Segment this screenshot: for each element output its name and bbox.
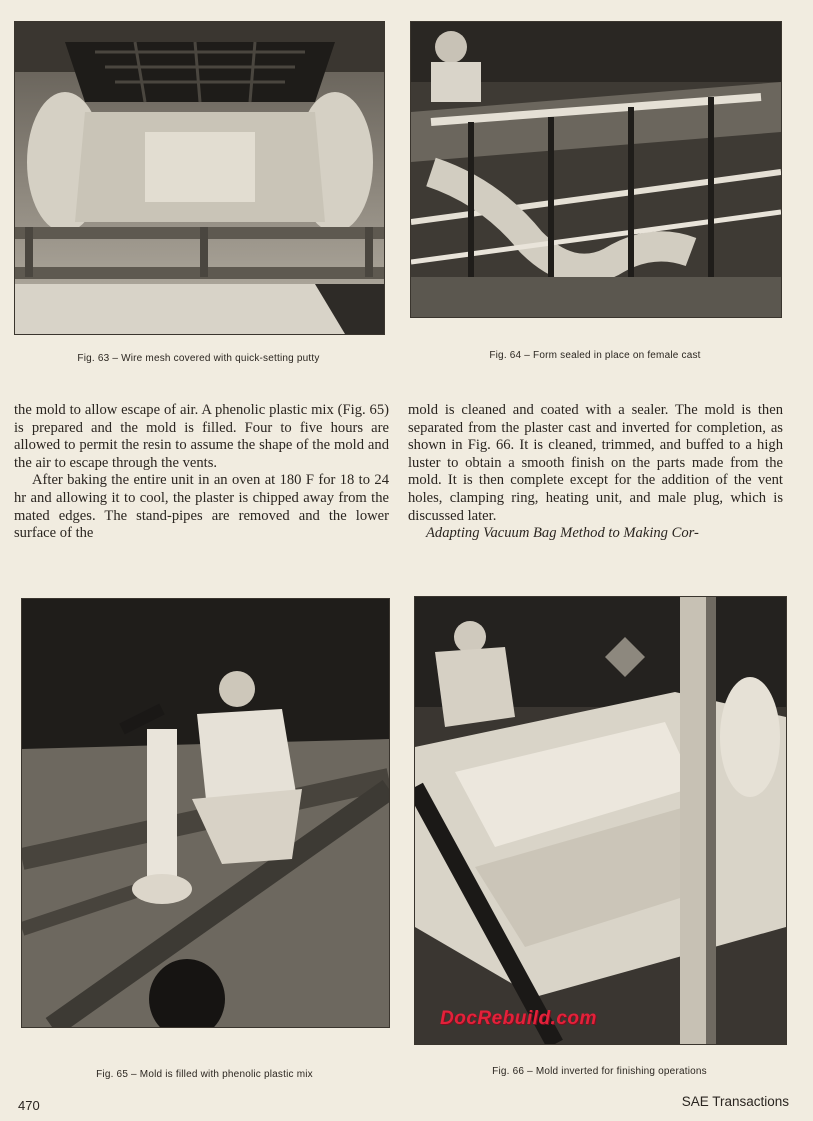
section-heading-runin [408, 525, 783, 543]
fig63-photo [14, 21, 385, 335]
body-paragraph: mold is cleaned and coated with a sealer. The mold is then separated from the plaster cast and inverted for completion, as shown in Fig. 66. It is cleaned, trimmed, and buffed to a high luster to obtain a smooth finish on the parts made from the mold. It is then complete except for the addition of the vent holes, clamping ring, heating unit, and male plug, which is discussed later. [408, 402, 783, 524]
fig64-caption: Fig. 64 – Form sealed in place on female cast [489, 350, 701, 361]
right-text-column [408, 402, 783, 543]
italic-heading: Adapting Vacuum Bag Method to Making Cor- [426, 525, 699, 542]
body-paragraph: After baking the entire unit in an oven at 180 F for 18 to 24 hr and allowing it to cool, the plaster is chipped away from the mated edges. The stand-pipes are removed and the lower surface of the [14, 472, 389, 542]
fig63-caption: Fig. 63 – Wire mesh covered with quick-setting putty [77, 353, 320, 364]
fig66-caption: Fig. 66 – Mold inverted for finishing operations [492, 1066, 707, 1077]
journal-name: SAE Transactions [681, 1094, 789, 1109]
body-paragraph: the mold to allow escape of air. A phenolic plastic mix (Fig. 65) is prepared and the mold is filled. Four to five hours are allowed to permit the resin to assume the shape of the mold and the air to escape through the vents. [14, 402, 389, 471]
fig65-caption: Fig. 65 – Mold is filled with phenolic plastic mix [96, 1069, 313, 1080]
fig65-photo [21, 598, 390, 1028]
fig66-photo [414, 596, 787, 1045]
left-text-column [14, 402, 389, 543]
watermark-text: DocRebuild.com [440, 1008, 597, 1029]
fig64-photo [410, 21, 782, 318]
page-number: 470 [18, 1098, 40, 1113]
